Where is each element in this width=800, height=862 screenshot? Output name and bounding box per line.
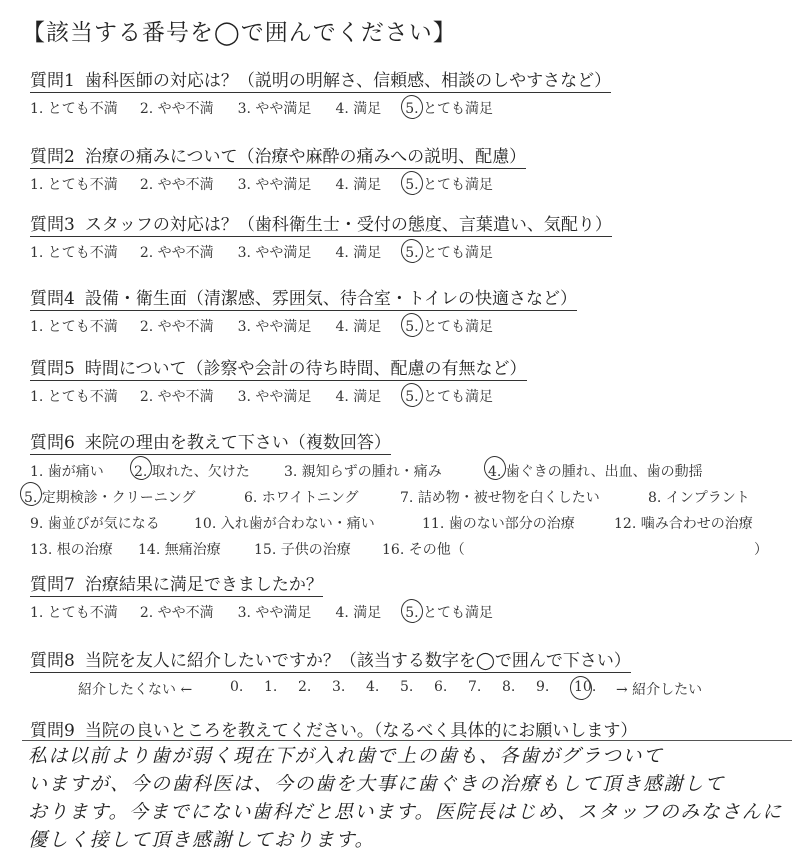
question-2-number: 質問2 bbox=[30, 147, 75, 167]
question-6 bbox=[24, 428, 790, 563]
option-4[interactable]: 4. 満足 bbox=[335, 605, 382, 621]
option-5-selected[interactable]: 5. とても満足 bbox=[405, 386, 493, 406]
question-5-title bbox=[30, 354, 527, 381]
question-8-text: 当院を友人に紹介したいですか？（該当する数字を◯で囲んで下さい） bbox=[84, 651, 631, 671]
question-7-title bbox=[30, 570, 323, 597]
reason-10[interactable]: 10. 入れ歯が合わない・痛い bbox=[194, 516, 375, 532]
reason-15[interactable]: 15. 子供の治療 bbox=[254, 542, 351, 558]
question-7-options bbox=[30, 602, 770, 622]
answer-line-2: いますが、今の歯科医は、今の歯を大事に歯ぐきの治療もして頂き感謝して bbox=[28, 773, 726, 795]
question-6-number: 質問6 bbox=[30, 433, 75, 453]
scale-3[interactable]: 3. bbox=[332, 679, 346, 695]
reason-9[interactable]: 9. 歯並びが気になる bbox=[30, 516, 160, 532]
question-3 bbox=[30, 210, 770, 262]
option-1[interactable]: 1. とても不満 bbox=[30, 177, 118, 193]
answer-line-3: おります。今までにない歯科だと思います。医院長はじめ、スタッフのみなさんに bbox=[28, 801, 783, 823]
question-2-text: 治療の痛みについて（治療や麻酔の痛みへの説明、配慮） bbox=[84, 147, 527, 167]
option-1[interactable]: 1. とても不満 bbox=[30, 101, 118, 117]
scale-left-label: 紹介したくない ← bbox=[78, 682, 193, 698]
reason-3[interactable]: 3. 親知らずの腫れ・痛み bbox=[284, 464, 442, 480]
reason-12[interactable]: 12. 噛み合わせの治療 bbox=[614, 516, 753, 532]
question-7 bbox=[30, 570, 770, 622]
question-3-text: スタッフの対応は？（歯科衛生士・受付の態度、言葉遣い、気配り） bbox=[84, 215, 612, 235]
other-close-paren: ） bbox=[754, 542, 768, 558]
instruction-header: 【該当する番号を◯で囲んでください】 bbox=[22, 20, 457, 46]
question-8-title bbox=[30, 646, 631, 673]
option-5-selected[interactable]: 5. とても満足 bbox=[405, 316, 493, 336]
reason-14[interactable]: 14. 無痛治療 bbox=[138, 542, 221, 558]
question-4-options bbox=[30, 316, 770, 336]
option-2[interactable]: 2. やや不満 bbox=[139, 605, 214, 621]
question-5-options bbox=[30, 386, 770, 406]
reason-5-selected[interactable]: 5. 定期検診・クリーニング bbox=[24, 485, 196, 511]
option-3[interactable]: 3. やや満足 bbox=[237, 319, 312, 335]
question-1-number: 質問1 bbox=[30, 71, 75, 91]
question-2-options bbox=[30, 174, 770, 194]
scale-8[interactable]: 8. bbox=[502, 679, 516, 695]
reason-16-other[interactable]: 16. その他（ bbox=[382, 542, 465, 558]
question-1-text: 歯科医師の対応は？（説明の明解さ、信頼感、相談のしやすさなど） bbox=[84, 71, 612, 91]
question-9-text: 当院の良いところを教えてください。（なるべく具体的にお願いします） bbox=[84, 721, 638, 741]
question-5 bbox=[30, 354, 770, 406]
question-9-answer[interactable] bbox=[28, 742, 790, 854]
option-3[interactable]: 3. やや満足 bbox=[237, 605, 312, 621]
reason-1[interactable]: 1. 歯が痛い bbox=[30, 464, 104, 480]
question-1 bbox=[30, 66, 770, 118]
options-row-2 bbox=[24, 485, 790, 511]
reason-11[interactable]: 11. 歯のない部分の治療 bbox=[422, 516, 575, 532]
option-2[interactable]: 2. やや不満 bbox=[139, 389, 214, 405]
scale-1[interactable]: 1. bbox=[264, 679, 278, 695]
options-row-1 bbox=[30, 459, 790, 485]
question-6-title bbox=[30, 428, 391, 455]
question-8-number: 質問8 bbox=[30, 651, 75, 671]
question-4-text: 設備・衛生面（清潔感、雰囲気、待合室・トイレの快適さなど） bbox=[84, 289, 577, 309]
scale-0[interactable]: 0. bbox=[230, 679, 244, 695]
option-3[interactable]: 3. やや満足 bbox=[237, 389, 312, 405]
question-3-title bbox=[30, 210, 612, 237]
recommend-scale bbox=[78, 679, 770, 701]
option-3[interactable]: 3. やや満足 bbox=[237, 101, 312, 117]
question-7-text: 治療結果に満足できましたか？ bbox=[84, 575, 323, 595]
option-2[interactable]: 2. やや不満 bbox=[139, 319, 214, 335]
answer-box-top-line bbox=[22, 740, 792, 741]
question-6-text: 来院の理由を教えて下さい（複数回答） bbox=[84, 433, 391, 453]
question-2-title bbox=[30, 142, 526, 169]
question-3-number: 質問3 bbox=[30, 215, 75, 235]
option-1[interactable]: 1. とても不満 bbox=[30, 245, 118, 261]
reason-6[interactable]: 6. ホワイトニング bbox=[244, 490, 359, 506]
question-4-number: 質問4 bbox=[30, 289, 75, 309]
question-2 bbox=[30, 142, 770, 194]
option-5-selected[interactable]: 5. とても満足 bbox=[405, 174, 493, 194]
scale-right-label: → 紹介したい bbox=[616, 682, 703, 698]
option-4[interactable]: 4. 満足 bbox=[335, 245, 382, 261]
reason-8[interactable]: 8. インプラント bbox=[648, 490, 750, 506]
option-4[interactable]: 4. 満足 bbox=[335, 177, 382, 193]
scale-10-selected[interactable]: 10. bbox=[574, 679, 597, 695]
option-5-selected[interactable]: 5. とても満足 bbox=[405, 242, 493, 262]
option-2[interactable]: 2. やや不満 bbox=[139, 177, 214, 193]
option-2[interactable]: 2. やや不満 bbox=[139, 245, 214, 261]
option-5-selected[interactable]: 5. とても満足 bbox=[405, 602, 493, 622]
question-5-text: 時間について（診察や会計の待ち時間、配慮の有無など） bbox=[84, 359, 527, 379]
question-7-number: 質問7 bbox=[30, 575, 75, 595]
question-5-number: 質問5 bbox=[30, 359, 75, 379]
answer-line-4: 優しく接して頂き感謝しております。 bbox=[28, 829, 375, 851]
option-1[interactable]: 1. とても不満 bbox=[30, 319, 118, 335]
option-3[interactable]: 3. やや満足 bbox=[237, 177, 312, 193]
reason-13[interactable]: 13. 根の治療 bbox=[30, 542, 113, 558]
reason-2-selected[interactable]: 2. 取れた、欠けた bbox=[134, 459, 250, 485]
option-4[interactable]: 4. 満足 bbox=[335, 389, 382, 405]
option-1[interactable]: 1. とても不満 bbox=[30, 605, 118, 621]
option-5-selected[interactable]: 5. とても満足 bbox=[405, 98, 493, 118]
option-4[interactable]: 4. 満足 bbox=[335, 319, 382, 335]
scale-6[interactable]: 6. bbox=[434, 679, 448, 695]
question-3-options bbox=[30, 242, 770, 262]
question-1-options bbox=[30, 98, 770, 118]
question-9-title bbox=[30, 716, 637, 742]
option-2[interactable]: 2. やや不満 bbox=[139, 101, 214, 117]
scale-5[interactable]: 5. bbox=[400, 679, 414, 695]
options-row-4 bbox=[30, 537, 790, 563]
scale-9[interactable]: 9. bbox=[536, 679, 550, 695]
options-row-3 bbox=[30, 511, 790, 537]
question-1-title bbox=[30, 66, 611, 93]
reason-7[interactable]: 7. 詰め物・被せ物を白くしたい bbox=[400, 490, 600, 506]
option-1[interactable]: 1. とても不満 bbox=[30, 389, 118, 405]
question-8 bbox=[30, 646, 770, 701]
question-4-title bbox=[30, 284, 577, 311]
scale-7[interactable]: 7. bbox=[468, 679, 482, 695]
question-6-options bbox=[24, 459, 790, 563]
answer-line-1: 私は以前より歯が弱く現在下が入れ歯で上の歯も、各歯がグラついて bbox=[28, 745, 664, 767]
option-4[interactable]: 4. 満足 bbox=[335, 101, 382, 117]
option-3[interactable]: 3. やや満足 bbox=[237, 245, 312, 261]
question-9-number: 質問9 bbox=[30, 721, 75, 741]
scale-2[interactable]: 2. bbox=[298, 679, 312, 695]
scale-4[interactable]: 4. bbox=[366, 679, 380, 695]
question-4 bbox=[30, 284, 770, 336]
question-9 bbox=[30, 716, 770, 742]
reason-4-selected[interactable]: 4. 歯ぐきの腫れ、出血、歯の動揺 bbox=[488, 459, 703, 485]
